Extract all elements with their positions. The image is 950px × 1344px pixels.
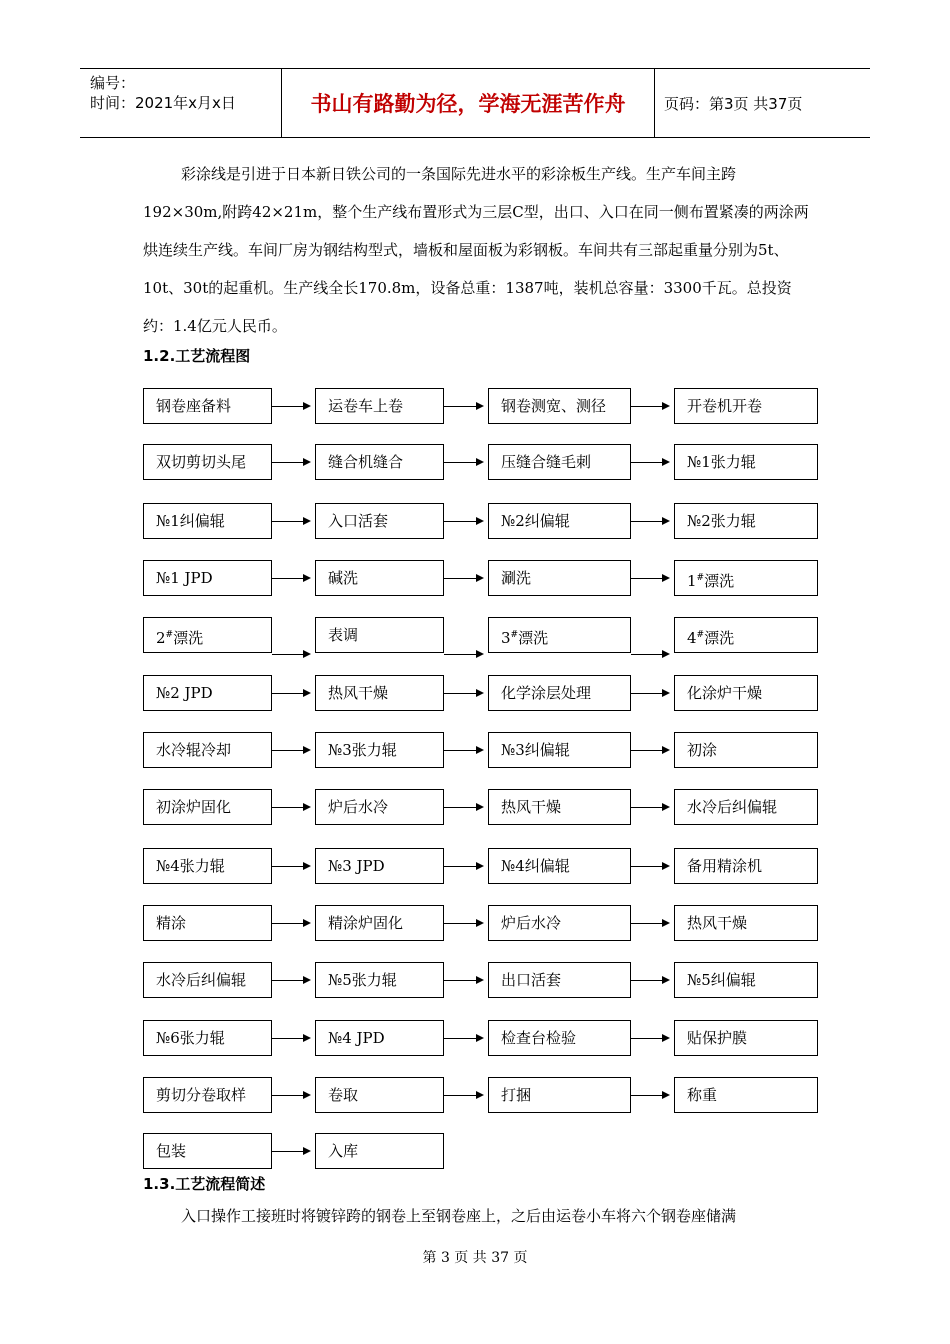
header-page-info: 页码：第3页 共37页 — [664, 94, 803, 113]
flow-arrow — [631, 980, 668, 981]
flow-step: 精涂 — [143, 905, 272, 941]
flow-arrow — [631, 521, 668, 522]
flow-step: 水冷辊冷却 — [143, 732, 272, 768]
flow-step: 入库 — [315, 1133, 444, 1169]
flow-step: №1张力辊 — [674, 444, 818, 480]
flow-arrow — [444, 1095, 482, 1096]
flow-arrow — [444, 1038, 482, 1039]
flow-step: №5纠偏辊 — [674, 962, 818, 998]
flow-step: №4张力辊 — [143, 848, 272, 884]
flow-step: 表调 — [315, 617, 444, 653]
flow-arrow — [272, 578, 309, 579]
flow-arrow — [631, 654, 668, 655]
page-footer: 第 3 页 共 37 页 — [422, 1250, 528, 1266]
flow-step: №2张力辊 — [674, 503, 818, 539]
flow-arrow — [444, 578, 482, 579]
flow-step: 入口活套 — [315, 503, 444, 539]
flow-arrow — [272, 521, 309, 522]
flow-step: 化学涂层处理 — [488, 675, 631, 711]
flow-arrow — [272, 1151, 309, 1152]
flow-arrow — [631, 923, 668, 924]
intro-paragraph — [143, 155, 810, 345]
flow-arrow — [631, 406, 668, 407]
flow-arrow — [631, 1038, 668, 1039]
flow-arrow — [272, 923, 309, 924]
flow-arrow — [444, 654, 482, 655]
flow-step: 水冷后纠偏辊 — [674, 789, 818, 825]
flow-step: 2#漂洗 — [143, 617, 272, 653]
flow-step: 备用精涂机 — [674, 848, 818, 884]
flow-step: 打捆 — [488, 1077, 631, 1113]
flow-step: 双切剪切头尾 — [143, 444, 272, 480]
flow-arrow — [272, 980, 309, 981]
flow-step: 初涂炉固化 — [143, 789, 272, 825]
flow-arrow — [444, 866, 482, 867]
header-left-cell — [80, 69, 281, 137]
flow-arrow — [272, 750, 309, 751]
flow-step: 水冷后纠偏辊 — [143, 962, 272, 998]
time-label: 时间：2021年x月x日 — [90, 94, 236, 112]
flow-step: 卷取 — [315, 1077, 444, 1113]
flow-arrow — [272, 654, 309, 655]
flow-step: 热风干燥 — [488, 789, 631, 825]
flow-arrow — [444, 923, 482, 924]
flow-step: №3张力辊 — [315, 732, 444, 768]
flow-step: 1#漂洗 — [674, 560, 818, 596]
flow-arrow — [444, 693, 482, 694]
flow-step: 贴保护膜 — [674, 1020, 818, 1056]
flow-step: 初涂 — [674, 732, 818, 768]
flow-step: №1纠偏辊 — [143, 503, 272, 539]
flow-arrow — [631, 462, 668, 463]
flow-arrow — [272, 1095, 309, 1096]
flow-step: 压缝合缝毛刺 — [488, 444, 631, 480]
flow-arrow — [444, 462, 482, 463]
flow-step: 钢卷座备料 — [143, 388, 272, 424]
flow-step: 化涂炉干燥 — [674, 675, 818, 711]
flow-step: 精涂炉固化 — [315, 905, 444, 941]
flow-step: 4#漂洗 — [674, 617, 818, 653]
flow-step: 运卷车上卷 — [315, 388, 444, 424]
flow-arrow — [444, 406, 482, 407]
flow-arrow — [444, 980, 482, 981]
flow-step: 热风干燥 — [674, 905, 818, 941]
flow-step: 炉后水冷 — [315, 789, 444, 825]
flow-step: 热风干燥 — [315, 675, 444, 711]
flow-arrow — [631, 807, 668, 808]
flow-step: 开卷机开卷 — [674, 388, 818, 424]
flow-arrow — [272, 693, 309, 694]
flow-step: 包装 — [143, 1133, 272, 1169]
flow-step: 缝合机缝合 — [315, 444, 444, 480]
flow-step: №5张力辊 — [315, 962, 444, 998]
flow-step: 涮洗 — [488, 560, 631, 596]
flow-arrow — [272, 406, 309, 407]
section-heading-1-2: 1.2.工艺流程图 — [143, 347, 251, 365]
flow-step: 检查台检验 — [488, 1020, 631, 1056]
flow-step: №2纠偏辊 — [488, 503, 631, 539]
flow-arrow — [272, 1038, 309, 1039]
flow-arrow — [444, 807, 482, 808]
flow-step: №1 JPD — [143, 560, 272, 596]
page-header — [80, 68, 870, 138]
flow-step: 碱洗 — [315, 560, 444, 596]
flow-step: №4纠偏辊 — [488, 848, 631, 884]
flow-arrow — [631, 750, 668, 751]
flow-step: №4 JPD — [315, 1020, 444, 1056]
header-motto: 书山有路勤为径，学海无涯苦作舟 — [281, 69, 655, 137]
flow-step: №3纠偏辊 — [488, 732, 631, 768]
flow-step: №6张力辊 — [143, 1020, 272, 1056]
section-heading-1-3: 1.3.工艺流程简述 — [143, 1175, 266, 1193]
flow-arrow — [444, 750, 482, 751]
flow-step: 钢卷测宽、测径 — [488, 388, 631, 424]
number-label: 编号： — [90, 74, 136, 92]
intro-text: 彩涂线是引进于日本新日铁公司的一条国际先进水平的彩涂板生产线。生产车间主跨192×30m,附跨42×21m，整个生产线布置形式为三层C型，出口、入口在同一侧布置紧凑的两涂两烘连续生产线。车间厂房为钢结构型式，墙板和屋面板为彩钢板。车间共有三部起重量分别为5t、10t、30t的起重机。生产线全长170.8m，设备总重：1387吨，装机总容量：3300千瓦。总投资约：1.4亿元人民币。 — [143, 165, 809, 335]
flow-arrow — [444, 521, 482, 522]
paragraph-1-3: 入口操作工接班时将镀锌跨的钢卷上至钢卷座上，之后由运卷小车将六个钢卷座储满 — [181, 1207, 737, 1225]
flow-arrow — [272, 807, 309, 808]
flow-step: 出口活套 — [488, 962, 631, 998]
flow-arrow — [631, 1095, 668, 1096]
flow-step: 称重 — [674, 1077, 818, 1113]
flow-step: 3#漂洗 — [488, 617, 631, 653]
flow-step: 剪切分卷取样 — [143, 1077, 272, 1113]
flow-step: №2 JPD — [143, 675, 272, 711]
flow-step: 炉后水冷 — [488, 905, 631, 941]
flow-arrow — [631, 578, 668, 579]
flow-arrow — [272, 462, 309, 463]
flow-arrow — [272, 866, 309, 867]
flow-step: №3 JPD — [315, 848, 444, 884]
flow-arrow — [631, 866, 668, 867]
flow-arrow — [631, 693, 668, 694]
